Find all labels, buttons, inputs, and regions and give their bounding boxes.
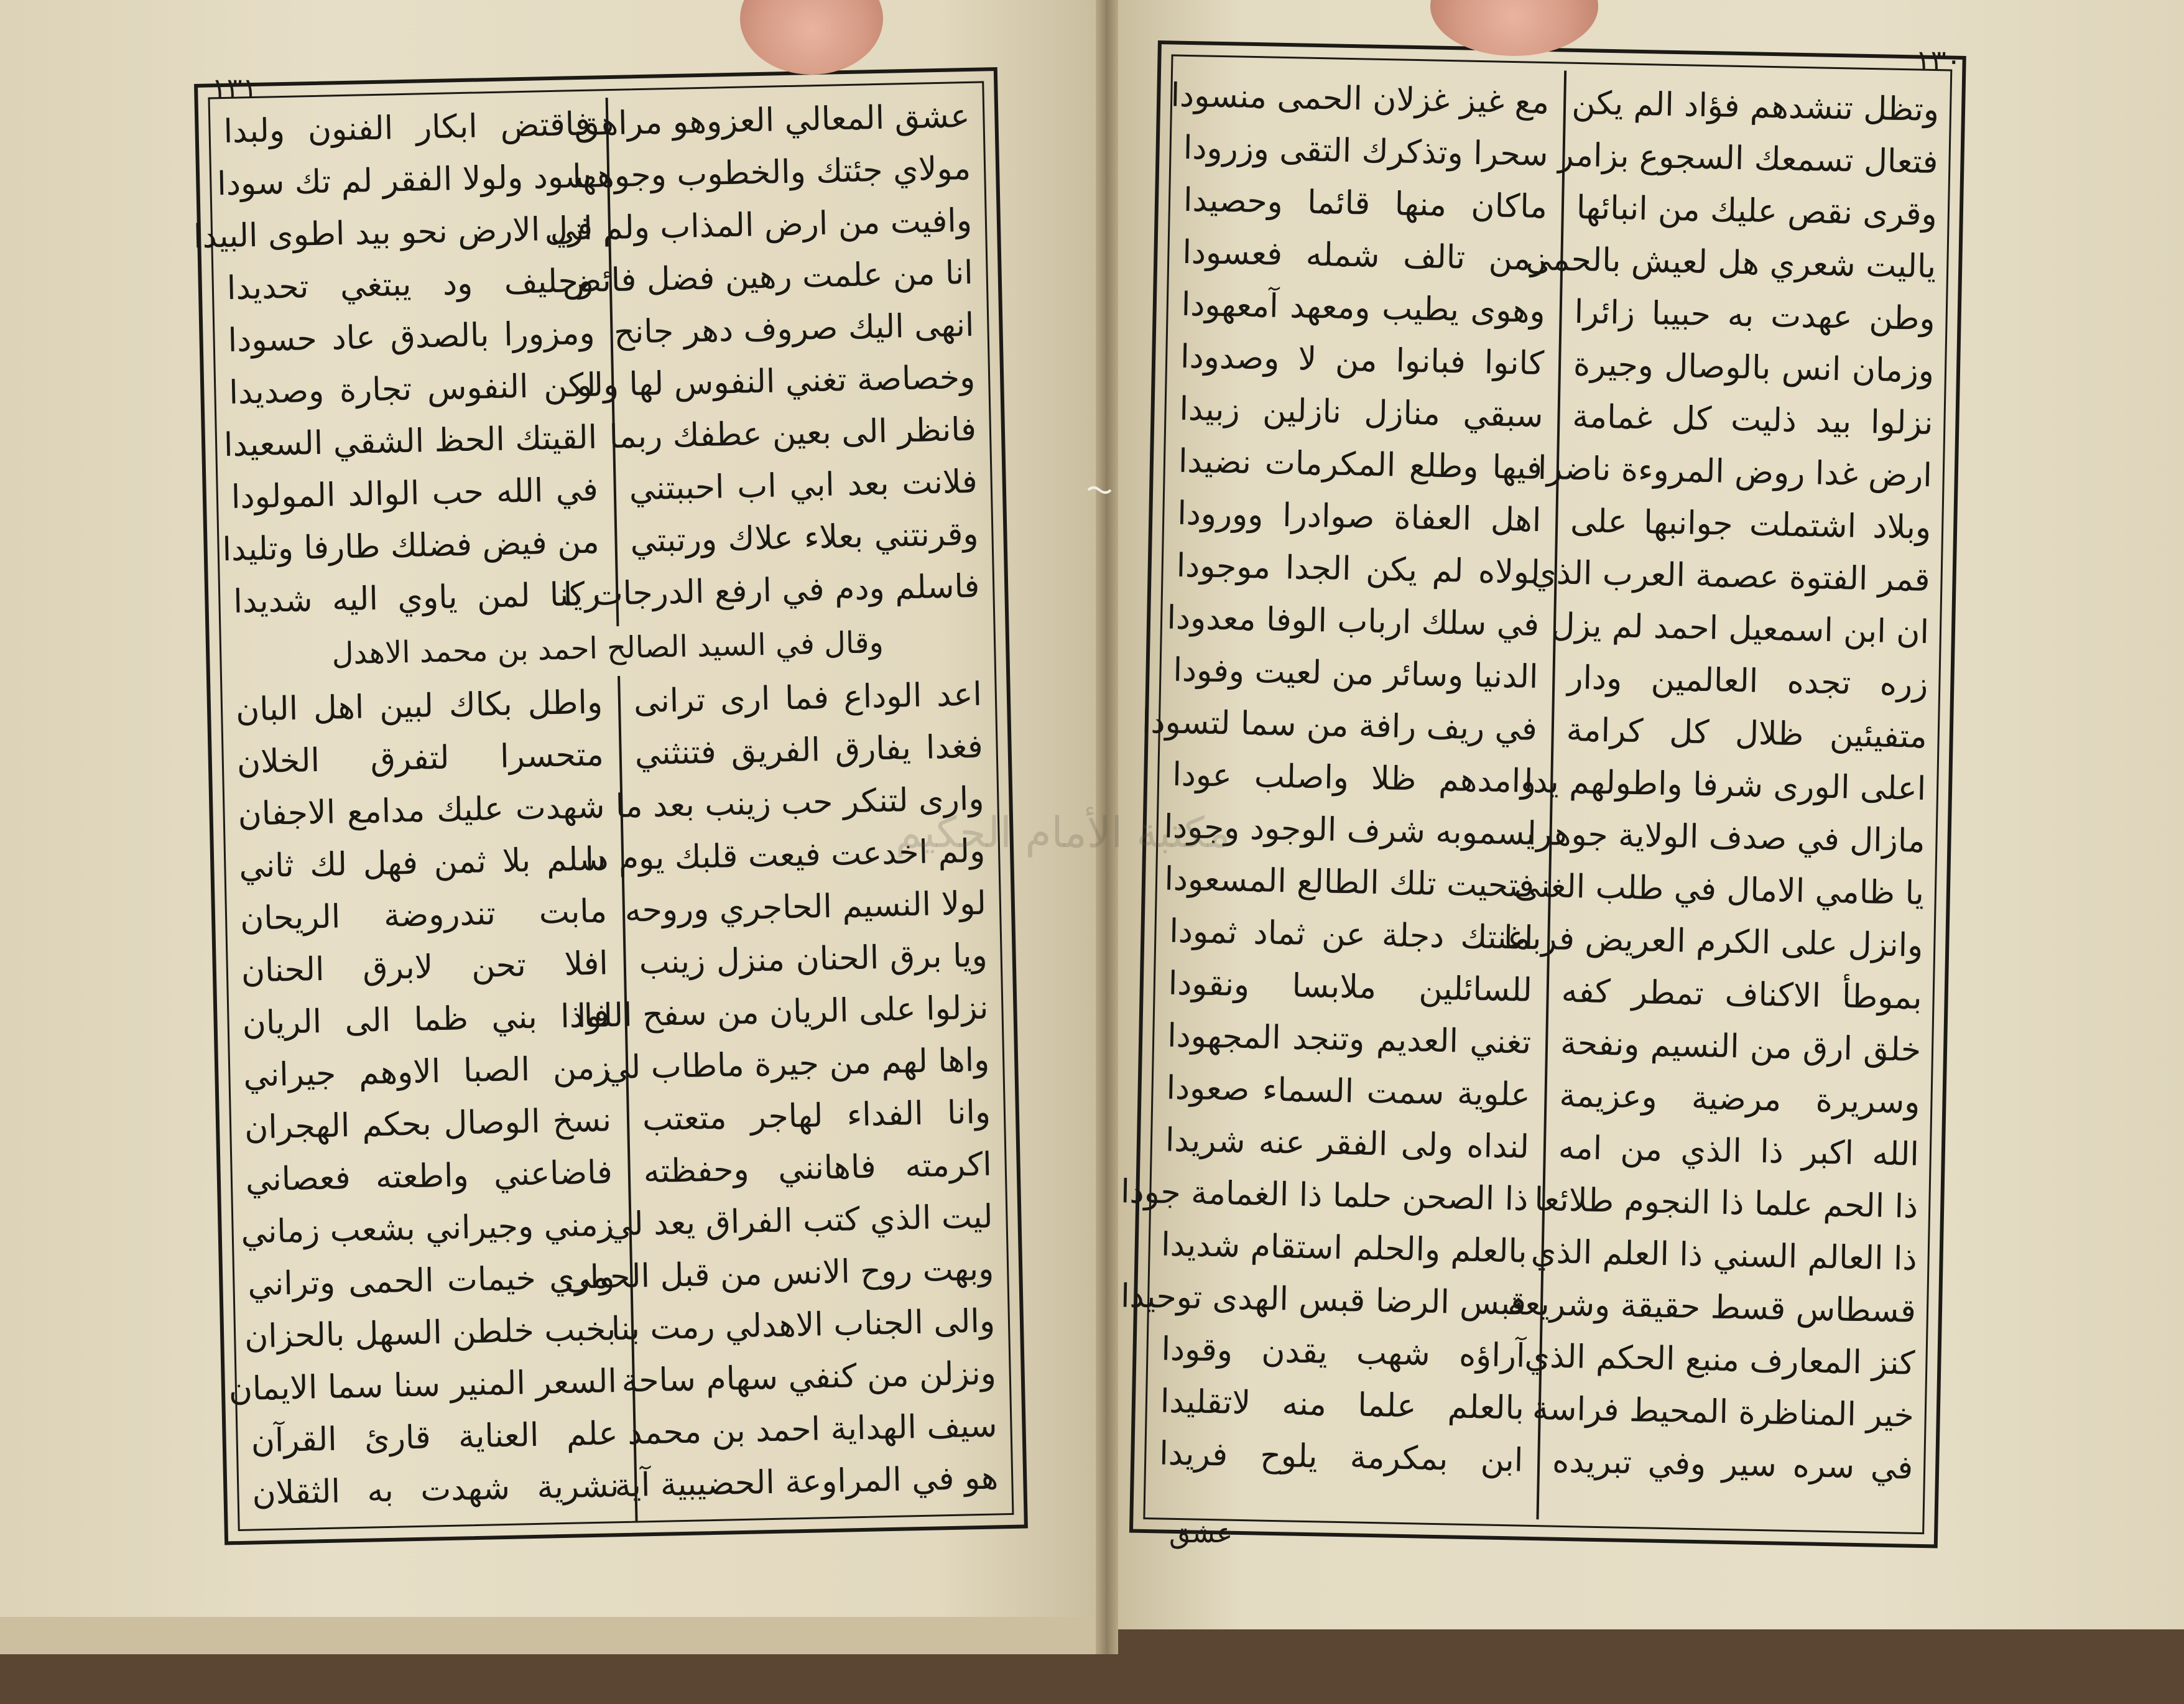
verse-line: اكرمته فاهانني وحفظته	[643, 1146, 993, 1191]
verse-line: ويا برق الحنان منزل زينب	[639, 937, 988, 982]
verse-line: سحرا وتذكرك التقى وزرودا	[1183, 129, 1549, 174]
verse-line: نشرية شهدت به الثقلان	[251, 1467, 619, 1512]
verse-line: ونزلن من كنفي سهام ساحة	[621, 1354, 997, 1401]
verse-line: واها لهم من جيرة ماطاب لي	[603, 1041, 990, 1087]
verse-line: خلق ارق من النسيم ونفحة	[1560, 1024, 1922, 1069]
page-number-left: ١٣١	[211, 72, 258, 105]
page-number-right: ١٣٠	[1915, 44, 1962, 77]
verse-line: اهل العفاة صوادرا وورودا	[1177, 494, 1542, 539]
verse-line: فاقتض ابكار الفنون ولبدا	[223, 105, 591, 151]
verse-line: ان ابن اسمعيل احمد لم يزل	[1551, 606, 1930, 651]
verse-line: هو في المراوعة الحضيبية آية	[614, 1459, 999, 1505]
verse-line: ارض غدا روض المروءة ناضرا	[1537, 449, 1933, 495]
verse-line: يا ظامي الامال في طلب الغنى	[1514, 867, 1925, 912]
verse-line: مع غيز غزلان الحمى منسودا	[1170, 76, 1550, 122]
catchword: عشق	[1169, 1517, 1233, 1549]
verse-line: آراؤه شهب يقدن وقودا	[1161, 1330, 1526, 1375]
verse-line: في ريف رافة من سما لتسودا	[1141, 703, 1538, 748]
right-page-right-column	[1503, 77, 1940, 1494]
verse-line: وقرنتني بعلاء علاك ورتبتي	[629, 515, 979, 560]
verse-line: في الارض نحو بيد اطوى البيدا	[193, 210, 593, 256]
verse-line: لولاه لم يكن الجدا موجودا	[1176, 547, 1541, 591]
verse-line: زمني وجيراني بشعب زماني	[240, 1206, 614, 1251]
verse-line: انهى اليك صروف دهر جانح	[613, 306, 975, 351]
verse-line: تغني العديم وتنجد المجهودا	[1167, 1017, 1532, 1062]
right-page	[1113, 0, 2184, 1629]
verse-line: وبلاد اشتملت جوانبها على	[1570, 502, 1932, 547]
left-page-upper-right-column	[544, 90, 980, 620]
verse-line: مولاي جئتك والخطوب وجوهها	[571, 149, 971, 196]
verse-line: السعر المنير سنا سما الايمان	[228, 1363, 618, 1409]
verse-line: وقرى نقص عليك من انبائها	[1576, 188, 1938, 234]
watermark-text: مكتبة الأمام الحكيم	[895, 808, 1231, 858]
verse-line: واطل بكاك لبين اهل البان	[235, 683, 603, 729]
verse-line: ذا الحم علما ذا النجوم طلائعا	[1534, 1180, 1918, 1226]
verse-line: وارى لتنكر حب زينب بعد ما	[615, 780, 984, 826]
verse-line: والى الجناب الاهدلي رمت بنا	[611, 1302, 996, 1348]
verse-line: ياليت شعري هل لعيش بالحمى	[1525, 240, 1936, 286]
verse-line: فاضاعني واطعته فعصاني	[245, 1154, 613, 1199]
verse-line: وسريرة مرضية وعزيمة	[1558, 1077, 1921, 1121]
verse-line: كانوا فبانوا من لا وصدودا	[1180, 338, 1545, 383]
verse-line: نزلوا بيد ذليت كل غمامة	[1571, 397, 1933, 443]
left-page-lower-left-column	[228, 676, 619, 1519]
verse-line: بالعلم والحلم استقام شديدا	[1160, 1226, 1528, 1271]
verse-line: وزمان انس بالوصال وجيرة	[1573, 345, 1935, 391]
verse-line: وانا الفداء لهاجر متعتب	[642, 1093, 991, 1139]
verse-line: وتظل تنشدهم فؤاد الم يكن	[1571, 84, 1940, 129]
verse-line: الله اكبر ذا الذي من امه	[1558, 1129, 1920, 1174]
verse-line: بالعلم علما منه لاتقليدا	[1160, 1382, 1525, 1427]
verse-line: لولا النسيم الحاجري وروحه	[624, 884, 987, 930]
verse-line: علوية سمت السماء صعودا	[1166, 1069, 1531, 1114]
verse-line: فلانت بعد ابي اب احببتني	[629, 463, 978, 508]
verse-line: للسائلين ملابسا ونقودا	[1168, 965, 1533, 1009]
verse-line: اعد الوداع فما ارى ترانى	[633, 675, 983, 721]
verse-line: ماكان منها قائما وحصيدا	[1183, 181, 1548, 226]
verse-line: فاسلم ودم في ارفع الدرجات يا	[563, 567, 980, 614]
verse-line: ومزورا بالصدق عاد حسودا	[228, 314, 596, 359]
verse-line: وامدهم ظلا واصلب عودا	[1172, 756, 1537, 800]
verse-line: ابن بمكرمة يلوح فريدا	[1159, 1435, 1524, 1479]
verse-line: اغنتك دجلة عن ثماد ثمودا	[1168, 912, 1534, 957]
verse-line: متحسرا لتفرق الخلان	[236, 736, 604, 781]
verse-line: لنداه ولى الفقر عنه شريدا	[1165, 1121, 1530, 1166]
verse-line: فاذا بني ظما الى الريان	[242, 997, 610, 1042]
verse-line: متفيئين ظلال كل كرامة	[1566, 711, 1928, 756]
verse-line: القيتك الحظ الشقي السعيدا	[223, 419, 598, 465]
left-page-frame	[194, 67, 1028, 1545]
left-page-lower-right-column	[564, 669, 999, 1511]
verse-line: مابت تندروضة الريحان	[239, 892, 608, 938]
verse-line: مازال في صدف الولاية جوهرا	[1527, 815, 1926, 860]
verse-line: فتحيت تلك الطالع المسعودا	[1164, 860, 1535, 905]
verse-line: وحليف ود يبتغي تحديدا	[226, 262, 595, 307]
verse-line: فغدا يفارق الفريق فتنثني	[634, 728, 984, 773]
verse-line: ذا العالم السني ذا العلم الذي	[1530, 1233, 1918, 1278]
verse-line: علم العناية قارئ القرآن	[251, 1415, 619, 1460]
verse-line: وخصاصة تغني النفوس لها ولو	[576, 358, 976, 405]
verse-line: قبس الرضا قبس الهدى توحيدا	[1120, 1277, 1527, 1323]
verse-line: انا من علمت رهين فضل فائض	[562, 254, 974, 300]
verse-line: وهوى يطيب ومعهد آمعهودا	[1181, 285, 1546, 331]
verse-line: وانزل على الكرم العريض فربما	[1503, 919, 1923, 965]
verse-line: لكن النفوس تجارة وصديدا	[228, 366, 596, 412]
verse-line: قمر الفتوة عصمة العرب الذي	[1530, 553, 1931, 599]
verse-line: يسموبه شرف الوجود وجودا	[1164, 808, 1536, 853]
verse-line: ولم اخدعت فيعت قلبك يوم دا	[585, 832, 986, 879]
verse-line: افلا تحن لابرق الحنان	[241, 945, 609, 990]
verse-line: وافيت من ارض المذاب ولم ازل	[544, 201, 973, 249]
verse-line: في سره سير وفي تبريده	[1552, 1442, 1913, 1487]
verse-line: الدنيا وسائر من لعيت وفودا	[1173, 651, 1539, 696]
verse-line: ذا الصحن حلما ذا الغمامة جودا	[1120, 1173, 1529, 1218]
verse-line: فتعال تسمعك السجوع بزامر	[1558, 136, 1939, 182]
verse-line: من فيض فضلك طارفا وتليدا	[221, 523, 600, 569]
verse-line: نسخ الوصال بحكم الهجران	[244, 1101, 612, 1147]
verse-line: في سلك ارباب الوفا معدودا	[1167, 599, 1540, 644]
verse-line: ليت الذي كتب الفراق يعد لي	[606, 1198, 994, 1244]
verse-line: سيف الهداية احمد بن محمد	[627, 1407, 998, 1452]
verse-line: وطن عهدت به حبيبا زائرا	[1574, 293, 1936, 338]
verse-line: فانظر الى بعين عطفك ربما	[608, 410, 977, 456]
verse-line: شهدت عليك مدامع الاجفان	[237, 788, 606, 833]
verse-line: ركنا لمن ياوي اليه شديدا	[233, 575, 601, 621]
poem-heading: وقال في السيد الصالح احمد بن محمد الاهدل	[331, 624, 884, 672]
verse-line: واري خيمات الحمى وتراني	[247, 1258, 615, 1303]
verse-line: زمن الصبا الاوهم جيراني	[243, 1049, 611, 1095]
verse-line: خير المناظرة المحيط فراسة	[1532, 1389, 1915, 1435]
verse-line: كنز المعارف منبع الحكم الذي	[1524, 1337, 1915, 1382]
verse-line: زمن تالف شمله فعسودا	[1182, 233, 1547, 279]
verse-line: سلم بلا ثمن فهل لك ثاني	[238, 840, 606, 886]
verse-line: زره تجده العالمين ودار	[1566, 659, 1928, 703]
verse-line: بخبب خلطن السهل بالحزان	[244, 1310, 616, 1356]
verse-line: فيها وطلع المكرمات نضيدا	[1178, 442, 1543, 487]
verse-line: اعلى الورى شرفا واطولهم يدا	[1524, 762, 1927, 808]
verse-line: قسطاس قسط حقيقة وشريعة	[1507, 1285, 1917, 1330]
verse-line: عشق المعالي العزوهو مراهق	[573, 97, 970, 144]
verse-line: سود ولولا الفقر لم تك سودا	[216, 157, 592, 203]
verse-line: بموطأ الاكناف تمطر كفه	[1561, 972, 1923, 1017]
binding-thread	[1087, 484, 1112, 496]
right-page-frame	[1120, 40, 1966, 1549]
right-page-left-column	[1120, 70, 1550, 1487]
verse-line: في الله حب الوالد المولودا	[231, 471, 599, 516]
verse-line: نزلوا على الريان من سفح اللوا	[576, 989, 989, 1035]
verse-line: سبقي منازل نازلين زبيدا	[1179, 390, 1544, 435]
verse-line: وبهت روح الانس من قبل الحمى	[564, 1250, 994, 1297]
left-page-upper-left-column	[193, 98, 601, 628]
